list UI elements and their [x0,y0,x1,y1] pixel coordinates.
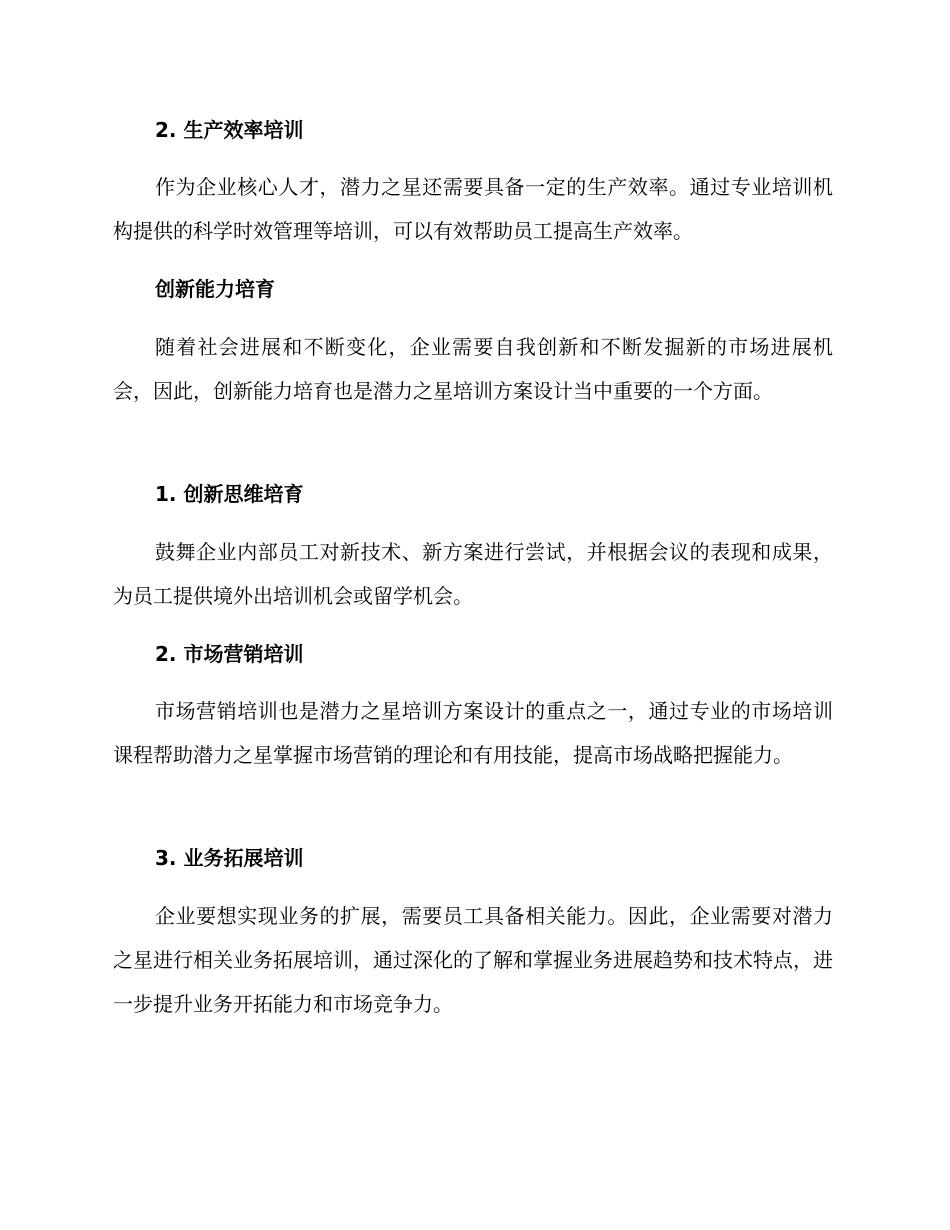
section-heading-production-efficiency: 2. 生产效率培训 [155,118,304,142]
section-paragraph-marketing-training: 市场营销培训也是潜力之星培训方案设计的重点之一，通过专业的市场培训课程帮助潜力之星掌握市场营销的理论和有用技能，提高市场战略把握能力。 [113,699,833,767]
section-paragraph-business-expansion: 企业要想实现业务的扩展，需要员工具备相关能力。因此，企业需要对潜力之星进行相关业务拓展培训，通过深化的了解和掌握业务进展趋势和技术特点，进一步提升业务开拓能力和市场竞争力。 [113,904,833,1016]
section-heading-business-expansion: 3. 业务拓展培训 [155,846,304,870]
section-heading-innovation-ability: 创新能力培育 [155,277,275,301]
section-paragraph-innovation-ability: 随着社会进展和不断变化，企业需要自我创新和不断发掘新的市场进展机会，因此，创新能力培育也是潜力之星培训方案设计当中重要的一个方面。 [113,335,833,403]
section-heading-marketing-training: 2. 市场营销培训 [155,642,304,666]
section-paragraph-production-efficiency: 作为企业核心人才，潜力之星还需要具备一定的生产效率。通过专业培训机构提供的科学时效管理等培训，可以有效帮助员工提高生产效率。 [113,175,833,243]
section-heading-innovative-thinking: 1. 创新思维培育 [155,482,304,506]
section-paragraph-innovative-thinking: 鼓舞企业内部员工对新技术、新方案进行尝试，并根据会议的表现和成果，为员工提供境外出培训机会或留学机会。 [113,540,833,608]
